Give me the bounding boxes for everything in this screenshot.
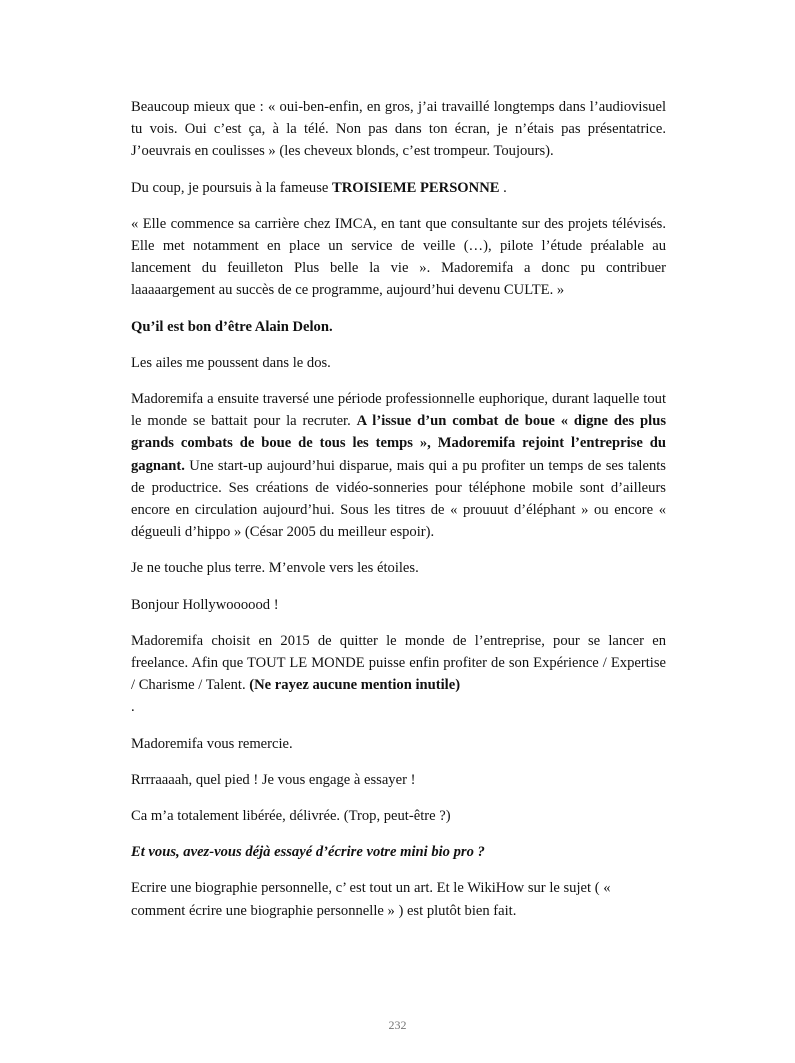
paragraph-alain-delon: Qu’il est bon d’être Alain Delon.	[131, 318, 333, 335]
page-body	[131, 96, 666, 936]
paragraph-biography: Ecrire une biographie personnelle, c’ est tout un art. Et le WikiHow sur le sujet ( « comment écrire une biographie personnelle » ) est plutôt bien fait.	[131, 880, 611, 919]
paragraph-thanks: Madoremifa vous remercie.	[131, 735, 293, 752]
paragraph-intro: Beaucoup mieux que : « oui-ben-enfin, en gros, j’ai travaillé longtemps dans l’audiovisuel tu vois. Oui c’est ça, à la télé. Non pas dans ton écran, je n’étais pas présentatrice. J’oeuvrais en coulisses » (les cheveux blonds, c’est trompeur. Toujours).	[131, 99, 666, 160]
paragraph-third-person	[131, 177, 666, 199]
paragraph-question: Et vous, avez-vous déjà essayé d’écrire votre mini bio pro ?	[131, 844, 485, 861]
paragraph-freed: Ca m’a totalement libérée, délivrée. (Trop, peut-être ?)	[131, 808, 451, 825]
paragraph-career	[131, 388, 666, 543]
bold-text: A l’issue d’un combat de boue « digne des plus grands combats de boue de tous les temps », Madoremifa rejoint l’entreprise du gagnant.	[131, 413, 667, 474]
paragraph-text: .	[131, 699, 135, 716]
paragraph-stars: Je ne touche plus terre. M’envole vers les étoiles.	[131, 560, 419, 577]
paragraph-text: Madoremifa choisit en 2015 de quitter le monde de l’entreprise, pour se lancer en freelance. Afin que TOUT LE MONDE puisse enfin profiter de son Expérience / Expertise / Charisme / Talent.	[131, 632, 666, 694]
paragraph-freelance	[131, 630, 666, 719]
paragraph-text: Une start-up aujourd’hui disparue, mais qui a pu profiter un temps de ses talents de productrice. Ses créations de vidéo-sonneries pour téléphone mobile sont d’ailleurs encore en circulation aujourd’hui. Sous les titres de « prouuut d’éléphant » ou encore « dégueuli d’hippo » (César 2005 du meilleur espoir).	[131, 457, 666, 541]
paragraph-wings: Les ailes me poussent dans le dos.	[131, 354, 331, 371]
paragraph-text: Madoremifa a ensuite traversé une période professionnelle euphorique, durant laquelle tout le monde se battait pour la recruter.	[131, 391, 666, 430]
paragraph-exclaim: Rrrraaaah, quel pied ! Je vous engage à essayer !	[131, 771, 416, 788]
paragraph-text: .	[499, 179, 507, 196]
page-number: 232	[388, 1018, 407, 1032]
paragraph-hollywood: Bonjour Hollywoooood !	[131, 596, 279, 613]
bold-text: TROISIEME PERSONNE	[332, 179, 500, 196]
paragraph-quote: « Elle commence sa carrière chez IMCA, en tant que consultante sur des projets télévisés. Elle met notamment en place un service de veille (…), pilote l’étude préalable au lancement du feuilleton Plus belle la vie ». Madoremifa a donc pu contribuer laaaaargement au succès de ce programme, aujourd’hui devenu CULTE. »	[131, 215, 666, 299]
paragraph-text: Du coup, je poursuis à la fameuse	[131, 179, 333, 196]
bold-text: (Ne rayez aucune mention inutile)	[249, 677, 461, 694]
